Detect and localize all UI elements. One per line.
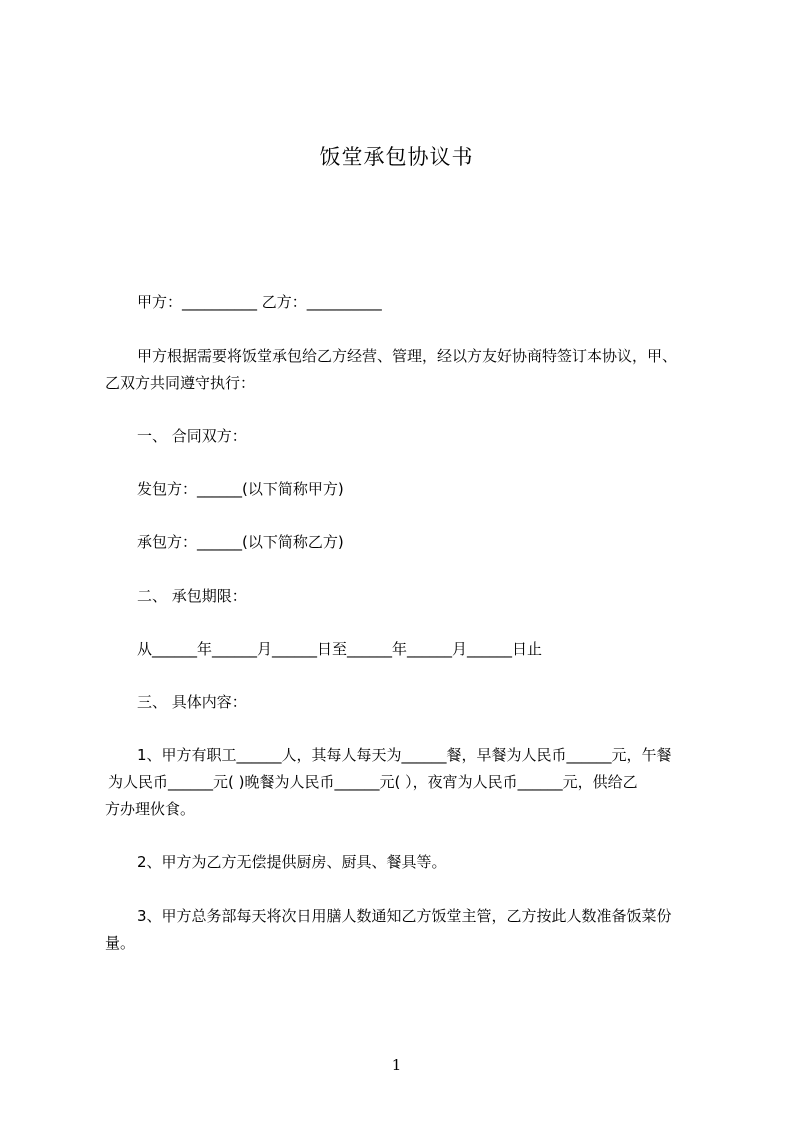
item1-line-3: 方办理伙食。 — [105, 800, 196, 818]
contractor-b-line: 承包方：______(以下简称乙方) — [137, 533, 344, 551]
item3-line-1: 3、甲方总务部每天将次日用膳人数通知乙方饭堂主管，乙方按此人数准备饭菜份 — [137, 907, 672, 925]
item1-line-2: 为人民币______元( )晚餐为人民币______元( ），夜宵为人民币______元，供给乙 — [108, 773, 638, 791]
contractor-a-line: 发包方：______(以下简称甲方) — [137, 480, 344, 498]
item2-line: 2、甲方为乙方无偿提供厨房、厨具、餐具等。 — [137, 853, 447, 871]
section3-heading: 三、 具体内容： — [137, 693, 247, 711]
intro-line-2: 乙双方共同遵守执行： — [105, 374, 256, 392]
page-number: 1 — [391, 1056, 402, 1074]
period-line: 从______年______月______日至______年______月______日止 — [137, 640, 543, 658]
parties-line: 甲方：__________ 乙方：__________ — [137, 293, 382, 311]
item3-line-2: 量。 — [105, 934, 136, 952]
document-title: 饭堂承包协议书 — [319, 145, 474, 169]
intro-line-1: 甲方根据需要将饭堂承包给乙方经营、管理，经以方友好协商特签订本协议，甲、 — [137, 347, 678, 365]
item1-line-1: 1、甲方有职工______人，其每人每天为______餐，早餐为人民币______元，午餐 — [137, 746, 672, 764]
section1-heading: 一、 合同双方： — [137, 427, 247, 445]
section2-heading: 二、 承包期限： — [137, 587, 247, 605]
